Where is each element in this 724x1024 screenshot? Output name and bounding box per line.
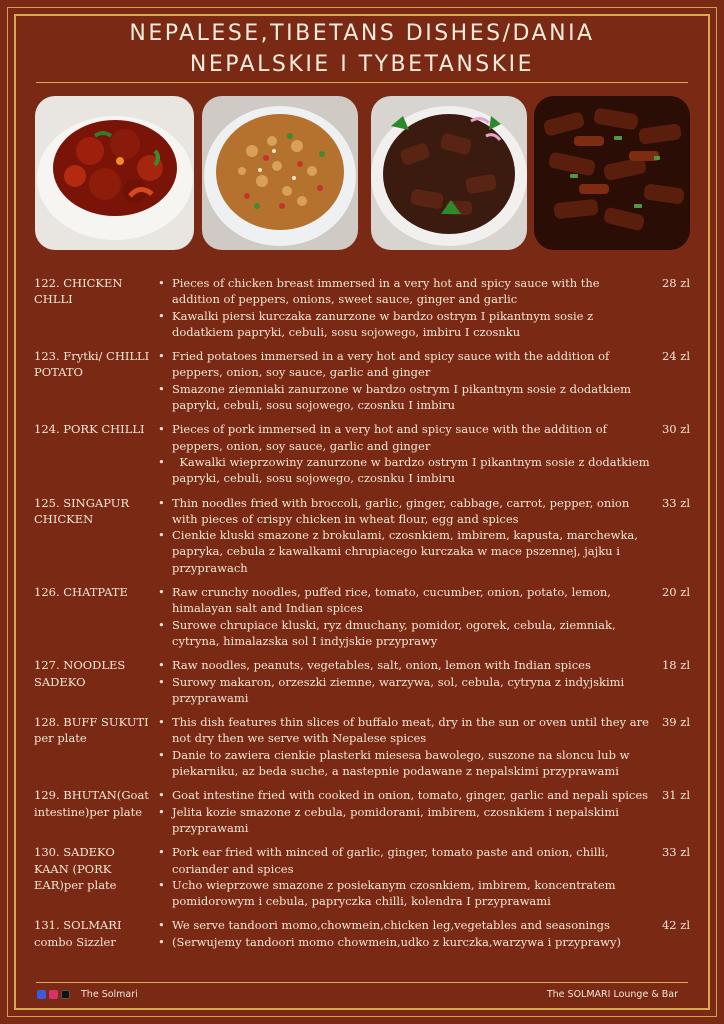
- instagram-icon[interactable]: [49, 990, 58, 999]
- chatpate-photo: [202, 96, 358, 250]
- menu-item: [34, 275, 690, 340]
- menu-item-name: 129. BHUTAN(Goat intestine)per plate: [34, 788, 149, 819]
- menu-item-description-line: • Surowe chrupiace kluski, ryz dmuchany, pomidor, ogorek, cebula, ziemniak, cytryna, himalazska sol I indyjskie przyprawy: [172, 617, 650, 650]
- menu-item-description-line: • Surowy makaron, orzeszki ziemne, warzywa, sol, cebula, cytryna z indyjskimi przyprawami: [172, 674, 650, 707]
- menu-item-description: [158, 584, 650, 649]
- menu-item-price: 33 zl: [661, 495, 690, 510]
- menu-item-price: 39 zl: [661, 715, 690, 730]
- menu-item-description-line: • Kawalki wieprzowiny zanurzone w bardzo ostrym I pikantnym sosie z dodatkiem papryki, cebuli, sosu sojowego, czosnku I imbiru: [172, 454, 650, 487]
- title-line-2: NEPALSKIE I TYBETANSKIE: [189, 52, 535, 77]
- title-line-1: NEPALESE,TIBETANS DISHES/DANIA: [129, 21, 595, 46]
- menu-item-description-line: • Pork ear fried with minced of garlic, ginger, tomato paste and onion, chilli, coriander and spices: [172, 844, 650, 877]
- footer-brand-right: The SOLMARI Lounge & Bar: [546, 989, 678, 1000]
- menu-item-name: 124. PORK CHILLI: [34, 422, 145, 437]
- menu-item-description-line: • Fried potatoes immersed in a very hot and spicy sauce with the addition of peppers, onion, soy sauce, garlic and ginger: [172, 348, 650, 381]
- menu-item-price: 30 zl: [661, 422, 690, 437]
- menu-item-description: [158, 787, 650, 836]
- menu-item-name: 126. CHATPATE: [34, 585, 128, 600]
- menu-item-description: [158, 714, 653, 779]
- menu-item-description-line: • Pieces of chicken breast immersed in a very hot and spicy sauce with the addition of peppers, onions, sweet sauce, ginger and garlic: [172, 275, 650, 308]
- menu-item-name: 128. BUFF SUKUTI per plate: [34, 715, 149, 746]
- menu-item-name: 122. CHICKEN CHLLI: [34, 276, 123, 307]
- menu-item-price: 24 zl: [661, 349, 690, 364]
- menu-item-description-line: • Smazone ziemniaki zanurzone w bardzo ostrym I pikantnym sosie z dodatkiem papryki, cebuli, sosu sojowego, czosnku I imbiru: [172, 381, 650, 414]
- menu-item: [34, 584, 690, 649]
- menu-item-price: 20 zl: [661, 585, 690, 600]
- menu-item-price: 31 zl: [661, 788, 690, 803]
- menu-item-description-line: • Kawalki piersi kurczaka zanurzone w bardzo ostrym I pikantnym sosie z dodatkiem papryki, cebuli, sosu sojowego, imbiru I czosnku: [172, 308, 650, 341]
- facebook-icon[interactable]: [37, 990, 46, 999]
- menu-item: [34, 844, 690, 909]
- menu-item-description-line: • Raw noodles, peanuts, vegetables, salt, onion, lemon with Indian spices: [172, 657, 650, 673]
- footer-brand-left: The Solmari: [81, 989, 138, 1000]
- menu-item-description-line: • Pieces of pork immersed in a very hot and spicy sauce with the addition of peppers, onion, soy sauce, garlic and ginger: [172, 421, 650, 454]
- menu-list: [34, 275, 690, 958]
- menu-item-description: [158, 844, 650, 909]
- menu-item-name: 131. SOLMARI combo Sizzler: [34, 918, 122, 949]
- title-divider: [36, 82, 688, 83]
- menu-item-price: 42 zl: [661, 918, 690, 933]
- menu-item-name: 127. NOODLES SADEKO: [34, 658, 126, 689]
- menu-item-description-line: • Jelita kozie smazone z cebula, pomidorami, imbirem, czosnkiem i nepalskimi przyprawami: [172, 804, 650, 837]
- menu-item-description-line: • Goat intestine fried with cooked in onion, tomato, ginger, garlic and nepali spices: [172, 787, 650, 803]
- menu-item-description: [158, 495, 650, 576]
- tiktok-icon[interactable]: [61, 990, 70, 999]
- menu-item-name: 125. SINGAPUR CHICKEN: [34, 495, 130, 526]
- page-title: [20, 18, 704, 80]
- menu-item-price: 33 zl: [661, 845, 690, 860]
- menu-item: [34, 495, 690, 576]
- menu-item-description-line: • Cienkie kluski smazone z brokulami, czosnkiem, imbirem, kapusta, marchewka, papryka, cebula z kawalkami chrupiacego kurczaka w mace pszennej, jajku i przyprawach: [172, 527, 650, 576]
- menu-item: [34, 917, 690, 950]
- menu-item: [34, 657, 690, 706]
- menu-item-description-line: • Raw crunchy noodles, puffed rice, tomato, cucumber, onion, potato, lemon, himalayan salt and Indian spices: [172, 584, 650, 617]
- chilli-chicken-photo: [35, 96, 194, 250]
- pork-chilli-photo: [371, 96, 527, 250]
- menu-item-price: 18 zl: [661, 658, 690, 673]
- menu-item-description: [158, 657, 650, 706]
- menu-item-name: 130. SADEKO KAAN (PORK EAR)per plate: [34, 845, 117, 892]
- menu-item-price: 28 zl: [661, 276, 690, 290]
- menu-item: [34, 421, 690, 486]
- menu-item-description: [158, 348, 650, 413]
- menu-item-description-line: • We serve tandoori momo,chowmein,chicken leg,vegetables and seasonings: [172, 917, 650, 933]
- menu-item-description: [158, 275, 650, 340]
- menu-item-description: [158, 421, 654, 486]
- footer-divider: [36, 982, 688, 983]
- menu-item-description-line: • (Serwujemy tandoori momo chowmein,udko z kurczka,warzywa i przyprawy): [172, 934, 650, 950]
- menu-item-description-line: • This dish features thin slices of buffalo meat, dry in the sun or oven until they are not dry then we serve with Nepalese spices: [172, 714, 650, 747]
- menu-item: [34, 348, 690, 413]
- menu-item: [34, 787, 690, 836]
- buff-sukuti-photo: [534, 96, 690, 250]
- menu-item-description-line: • Danie to zawiera cienkie plasterki miesesa bawolego, suszone na sloncu lub w piekarniku, az beda suche, a nastepnie podawane z nepalskimi przyprawami: [172, 747, 650, 780]
- menu-item-name: 123. Frytki/ CHILLI POTATO: [34, 349, 150, 380]
- menu-item-description-line: • Ucho wieprzowe smazone z posiekanym czosnkiem, imbirem, koncentratem pomidorowym i cebula, papryczka chilli, kolendra I przyprawami: [172, 877, 650, 910]
- footer-left: [37, 989, 138, 1000]
- menu-item-description-line: • Thin noodles fried with broccoli, garlic, ginger, cabbage, carrot, pepper, onion with pieces of crispy chicken in wheat flour, egg and spices: [172, 495, 650, 528]
- menu-item: [34, 714, 690, 779]
- menu-item-description: [158, 917, 650, 950]
